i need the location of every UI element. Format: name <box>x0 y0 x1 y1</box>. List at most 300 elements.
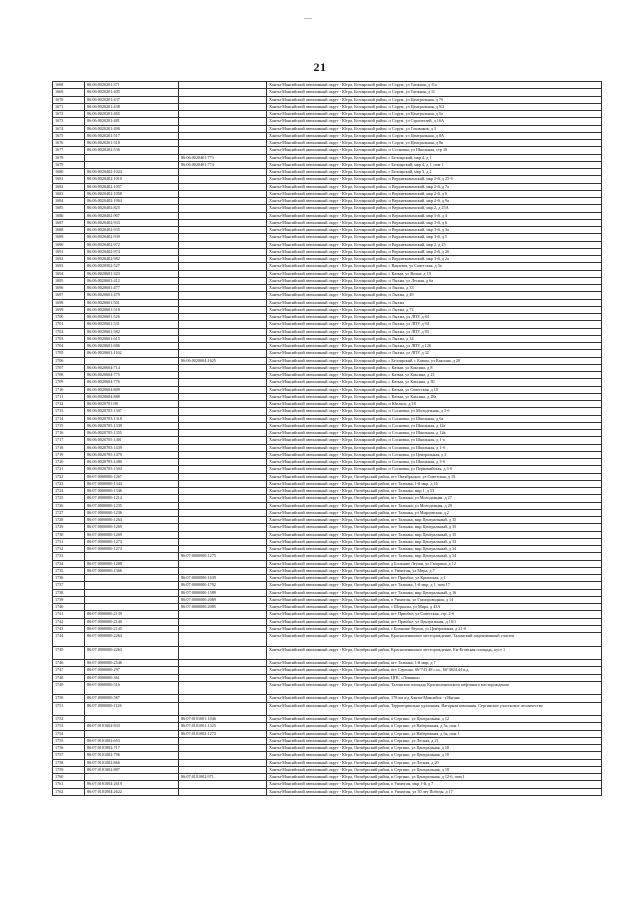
address-cell: Ханты-Мансийский автономный округ - Югра, Октябрьский район, п Сергино, ул Набережная, д 6а, пом 1 <box>267 730 602 737</box>
premises-cadastral-number-cell <box>179 752 267 759</box>
premises-cadastral-number-cell: 86:07:0101001:1325 <box>179 723 267 730</box>
cadastral-number-cell: 86:07:0000000:1235 <box>85 502 179 509</box>
cadastral-number-cell: 86:06:0020201:371 <box>85 82 179 89</box>
cadastral-number-cell: 86:06:0020402:974 <box>85 248 179 255</box>
cadastral-number-cell: 86:07:0000000:1273 <box>85 538 179 545</box>
premises-cadastral-number-cell <box>179 393 267 400</box>
address-cell: Ханты-Мансийский автономный округ - Югра, Белоярский район, п Сорум, ул Газовиков, д 3 <box>267 125 602 132</box>
table-row <box>53 589 602 596</box>
address-cell: Ханты-Мансийский автономный округ - Югра, Белоярский район, п Сосновка, ул Школьная, д 3-б <box>267 459 602 466</box>
cadastral-number-cell: 86:06:0020604:888 <box>85 393 179 400</box>
address-cell: Ханты-Мансийский автономный округ - Югра, Белоярский район, п Лыхма, ул ЛПУ, д 83 <box>267 328 602 335</box>
row-number-cell: 1686 <box>53 212 85 219</box>
table-row <box>53 422 602 429</box>
premises-cadastral-number-cell <box>179 386 267 393</box>
address-cell: Ханты-Мансийский автономный округ - Югра, Октябрьский район, пгт Талинка, мкр Центральный, д 35 <box>267 524 602 531</box>
cadastral-number-cell: 86:07:0000000:1288 <box>85 560 179 567</box>
table-row <box>53 730 602 737</box>
premises-cadastral-number-cell <box>179 437 267 444</box>
address-cell: Ханты-Мансийский автономный округ - Югра, Октябрьский район, Красноленинское месторождение, Талинский лицензионный участок <box>267 633 602 647</box>
premises-cadastral-number-cell <box>179 524 267 531</box>
address-cell: Ханты-Мансийский автономный округ - Югра, Белоярский район, п Сорум, ул Центральная, д 5а <box>267 111 602 118</box>
premises-cadastral-number-cell <box>179 681 267 695</box>
table-row <box>53 314 602 321</box>
premises-cadastral-number-cell <box>179 96 267 103</box>
table-row <box>53 781 602 788</box>
row-number-cell: 1721 <box>53 466 85 473</box>
address-cell: Ханты-Мансийский автономный округ - Югра, Белоярский район, п Верхнеказымский, мкр 3-й, д 2а <box>267 256 602 263</box>
table-row <box>53 357 602 364</box>
row-number-cell: 1683 <box>53 190 85 197</box>
address-cell: Ханты-Мансийский автономный округ - Югра, Белоярский район, п Сосновка, ул Школьная, д 1-а <box>267 437 602 444</box>
address-cell: Ханты-Мансийский автономный округ - Югра, Белоярский район, п Сосновка, ул Школьная, стр 10 <box>267 147 602 154</box>
table-row <box>53 212 602 219</box>
cadastral-number-cell: 86:06:0020705:1339 <box>85 422 179 429</box>
premises-cadastral-number-cell <box>179 176 267 183</box>
premises-cadastral-number-cell <box>179 241 267 248</box>
address-cell: Ханты-Мансийский автономный округ - Югра, Белоярский район, п Верхнеказымский, мкр 2-й, д 7а <box>267 183 602 190</box>
table-row <box>53 480 602 487</box>
premises-cadastral-number-cell <box>179 618 267 625</box>
table-row <box>53 285 602 292</box>
address-cell: Ханты-Мансийский автономный округ - Югра, Белоярский район, г Белоярский, мкр 4, д 1 <box>267 154 602 161</box>
table-row <box>53 774 602 781</box>
cadastral-number-cell: 86:06:0020601:526 <box>85 314 179 321</box>
row-number-cell: 1701 <box>53 321 85 328</box>
row-number-cell: 1705 <box>53 350 85 357</box>
row-number-cell: 1697 <box>53 292 85 299</box>
cadastral-number-cell: 86:06:0020201:518 <box>85 140 179 147</box>
address-cell: Ханты-Мансийский автономный округ - Югра, Октябрьский район, пгт Талинка, 1-й мкр, д 7 <box>267 660 602 667</box>
cadastral-number-cell <box>85 716 179 723</box>
address-cell: Ханты-Мансийский автономный округ - Югра, Октябрьский район, пгт Талинка, ул Молодежная, д 27 <box>267 495 602 502</box>
table-row <box>53 766 602 773</box>
address-cell: Ханты-Мансийский автономный округ - Югра, Белоярский район, п Сосновка, ул Школьная, д 1-б <box>267 444 602 451</box>
cadastral-number-cell: 86:06:0020202:536 <box>85 147 179 154</box>
row-number-cell: 1691 <box>53 248 85 255</box>
address-cell: Ханты-Мансийский автономный округ - Югра, Октябрьский район, пгт Приобье, ул Советская, стр. 2-б <box>267 611 602 618</box>
premises-cadastral-number-cell <box>179 212 267 219</box>
row-number-cell: 1758 <box>53 759 85 766</box>
address-cell: Ханты-Мансийский автономный округ - Югра, Белоярский район, п Сорум, ул Строителей, д 16А <box>267 118 602 125</box>
row-number-cell: 1740 <box>53 604 85 611</box>
cadastral-number-cell: 86:06:0020402:1057 <box>85 183 179 190</box>
premises-cadastral-number-cell <box>179 306 267 313</box>
cadastral-number-cell: 86:06:0020402:1064 <box>85 198 179 205</box>
row-number-cell: 1733 <box>53 553 85 560</box>
address-cell: Ханты-Мансийский автономный округ - Югра, Октябрьский район, п Сергино, ул Лесная, д 21 <box>267 737 602 744</box>
premises-cadastral-number-cell <box>179 430 267 437</box>
premises-cadastral-number-cell <box>179 509 267 516</box>
cadastral-number-cell: 86:06:0020402:1024 <box>85 169 179 176</box>
row-number-cell: 1702 <box>53 328 85 335</box>
cadastral-number-cell: 86:07:0101002:653 <box>85 737 179 744</box>
row-number-cell: 1753 <box>53 723 85 730</box>
row-number-cell: 1746 <box>53 660 85 667</box>
row-number-cell: 1688 <box>53 227 85 234</box>
premises-cadastral-number-cell: 86:06:0020604:1625 <box>179 357 267 364</box>
premises-cadastral-number-cell <box>179 781 267 788</box>
cadastral-number-cell: 86:06:0020601:412 <box>85 277 179 284</box>
address-cell: Ханты-Мансийский автономный округ - Югра, Белоярский район, п Сорум, ул Центральная, д 7б <box>267 96 602 103</box>
premises-cadastral-number-cell <box>179 125 267 132</box>
table-row <box>53 488 602 495</box>
premises-cadastral-number-cell: 86:06:0020401:773 <box>179 154 267 161</box>
premises-cadastral-number-cell <box>179 415 267 422</box>
cadastral-number-cell <box>85 604 179 611</box>
table-row <box>53 234 602 241</box>
premises-cadastral-number-cell <box>179 169 267 176</box>
cadastral-number-cell: 86:06:0020705:1355 <box>85 430 179 437</box>
cadastral-number-cell: 86:07:0000000:2264 <box>85 633 179 647</box>
address-cell: Ханты-Мансийский автономный округ - Югра, Белоярский район, п Верхнеказымский, мкр 3-й, д 3а <box>267 227 602 234</box>
premises-cadastral-number-cell <box>179 219 267 226</box>
table-row <box>53 582 602 589</box>
row-number-cell: 1749 <box>53 681 85 695</box>
registry-table <box>52 81 602 796</box>
cadastral-number-cell: 86:07:0000000:361 <box>85 674 179 681</box>
table-row <box>53 524 602 531</box>
address-cell: Ханты-Мансийский автономный округ - Югра, Октябрьский район, пгт Приобье, ул Центральная, д 16/1 <box>267 618 602 625</box>
row-number-cell: 1713 <box>53 408 85 415</box>
table-row <box>53 263 602 270</box>
address-cell: Ханты-Мансийский автономный округ - Югра, Октябрьский район, п Сергино, ул Центральная, д 12 <box>267 716 602 723</box>
cadastral-number-cell: 86:06:0020601:615 <box>85 335 179 342</box>
premises-cadastral-number-cell <box>179 263 267 270</box>
table-row <box>53 437 602 444</box>
address-cell: Ханты-Мансийский автономный округ - Югра, Белоярский район, п Сосновка, ул Центральная, д 2 <box>267 451 602 458</box>
cadastral-number-cell: 86:07:0000000:516 <box>85 681 179 695</box>
table-row <box>53 125 602 132</box>
cadastral-number-cell: 86:06:0020601:582 <box>85 328 179 335</box>
premises-cadastral-number-cell <box>179 466 267 473</box>
address-cell: Ханты-Мансийский автономный округ - Югра, Октябрьский район, пгт Талинка, мкр 1, д 53 <box>267 488 602 495</box>
table-row <box>53 248 602 255</box>
cadastral-number-cell: 86:07:0101002:833 <box>85 723 179 730</box>
table-row <box>53 466 602 473</box>
table-row <box>53 737 602 744</box>
premises-cadastral-number-cell: 86:07:0101002:1273 <box>179 730 267 737</box>
address-cell: Ханты-Мансийский автономный округ - Югра, Октябрьский район, с Большие Леуши, ул Центральная, д 21-б <box>267 625 602 632</box>
cadastral-number-cell: 86:06:0020201:405 <box>85 89 179 96</box>
table-row <box>53 198 602 205</box>
row-number-cell: 1684 <box>53 198 85 205</box>
premises-cadastral-number-cell <box>179 299 267 306</box>
address-cell: Ханты-Мансийский автономный округ - Югра, Октябрьский район, пгт Талинка, мкр Центральный, д 34 <box>267 553 602 560</box>
table-row <box>53 681 602 695</box>
cadastral-number-cell <box>85 161 179 168</box>
premises-cadastral-number-cell <box>179 372 267 379</box>
cadastral-number-cell: 86:06:0020601:477 <box>85 285 179 292</box>
cadastral-number-cell: 86:06:0020402:1058 <box>85 190 179 197</box>
address-cell: Ханты-Мансийский автономный округ - Югра, Белоярский район, п Лыхма, ул ЛПУ, д 32 <box>267 350 602 357</box>
row-number-cell: 1670 <box>53 96 85 103</box>
premises-cadastral-number-cell: 86:07:0000000:2085 <box>179 604 267 611</box>
premises-cadastral-number-cell <box>179 350 267 357</box>
row-number-cell: 1724 <box>53 488 85 495</box>
table-row <box>53 306 602 313</box>
table-row <box>53 227 602 234</box>
cadastral-number-cell: 86:06:0020601:323 <box>85 270 179 277</box>
row-number-cell: 1742 <box>53 618 85 625</box>
cadastral-number-cell: 86:06:0020402:1010 <box>85 176 179 183</box>
premises-cadastral-number-cell <box>179 277 267 284</box>
premises-cadastral-number-cell <box>179 314 267 321</box>
row-number-cell: 1695 <box>53 277 85 284</box>
cadastral-number-cell: 86:06:0020402:825 <box>85 205 179 212</box>
address-cell: Ханты-Мансийский автономный округ - Югра, Белоярский район, п Верхнеказымский, мкр 2-й, д 26 <box>267 248 602 255</box>
cadastral-number-cell: 86:06:0020201:490 <box>85 125 179 132</box>
table-row <box>53 546 602 553</box>
premises-cadastral-number-cell <box>179 285 267 292</box>
premises-cadastral-number-cell <box>179 132 267 139</box>
address-cell: Ханты-Мансийский автономный округ - Югра, Белоярский район, п Верхнеказымский, мкр 2-й, д 25-б <box>267 176 602 183</box>
row-number-cell: 1687 <box>53 219 85 226</box>
address-cell: Ханты-Мансийский автономный округ - Югра, Октябрьский район, пгт Талинка, ул Молодежная, д 29 <box>267 502 602 509</box>
table-row <box>53 538 602 545</box>
cadastral-number-cell: 86:06:0020604:809 <box>85 386 179 393</box>
row-number-cell: 1761 <box>53 781 85 788</box>
table-row <box>53 219 602 226</box>
address-cell: Ханты-Мансийский автономный округ - Югра, Октябрьский район, Территориально удаленная, Нагорная компания. Сергинское участковое лесничество <box>267 702 602 716</box>
premises-cadastral-number-cell <box>179 140 267 147</box>
cadastral-number-cell: 86:07:0000000:1269 <box>85 524 179 531</box>
table-row <box>53 292 602 299</box>
table-row <box>53 386 602 393</box>
premises-cadastral-number-cell: 86:07:0000000:2069 <box>179 596 267 603</box>
address-cell: Ханты-Мансийский автономный округ - Югра, Белоярский район, п Верхнеказымский, мкр 2-й, д 6 <box>267 190 602 197</box>
row-number-cell: 1738 <box>53 589 85 596</box>
table-row <box>53 328 602 335</box>
address-cell: Ханты-Мансийский автономный округ - Югра, Белоярский район, п Лыхма, д 33 <box>267 285 602 292</box>
row-number-cell: 1723 <box>53 480 85 487</box>
address-cell: Ханты-Мансийский автономный округ - Югра, Октябрьский район, п Унъюган, ул 30 лет Победы, д 17 <box>267 788 602 795</box>
row-number-cell: 1673 <box>53 118 85 125</box>
premises-cadastral-number-cell <box>179 695 267 702</box>
premises-cadastral-number-cell <box>179 190 267 197</box>
table-row <box>53 321 602 328</box>
table-row <box>53 190 602 197</box>
row-number-cell: 1700 <box>53 314 85 321</box>
address-cell: Ханты-Мансийский автономный округ - Югра, Белоярский район, п Сосновка, ул Школьная, д 12а <box>267 422 602 429</box>
row-number-cell: 1734 <box>53 560 85 567</box>
row-number-cell: 1703 <box>53 335 85 342</box>
address-cell: Ханты-Мансийский автономный округ - Югра, Октябрьский район, пгт Талинка, мкр Центральный, д 35 <box>267 517 602 524</box>
premises-cadastral-number-cell <box>179 118 267 125</box>
table-row <box>53 147 602 154</box>
premises-cadastral-number-cell <box>179 183 267 190</box>
cadastral-number-cell: 86:06:0020601:531 <box>85 321 179 328</box>
cadastral-number-cell: 86:06:0020705:1318 <box>85 415 179 422</box>
address-cell: Ханты-Мансийский автономный округ - Югра, Октябрьский район, пгт Приобье, ул Крымская, д 1 <box>267 575 602 582</box>
row-number-cell: 1717 <box>53 437 85 444</box>
premises-cadastral-number-cell <box>179 480 267 487</box>
cadastral-number-cell <box>85 553 179 560</box>
row-number-cell: 1750 <box>53 695 85 702</box>
table-row <box>53 241 602 248</box>
cadastral-number-cell: 86:06:0020601:501 <box>85 299 179 306</box>
cadastral-number-cell <box>85 730 179 737</box>
cadastral-number-cell: 86:07:0000000:2140 <box>85 618 179 625</box>
premises-cadastral-number-cell <box>179 737 267 744</box>
cadastral-number-cell: 86:06:0020502:527 <box>85 263 179 270</box>
premises-cadastral-number-cell <box>179 444 267 451</box>
address-cell: Ханты-Мансийский автономный округ - Югра, Белоярский район, п Юильск, д 18 <box>267 401 602 408</box>
row-number-cell: 1707 <box>53 364 85 371</box>
address-cell: Ханты-Мансийский автономный округ - Югра, Белоярский район, п Сосновка, ул Первомайская, д 3-б <box>267 466 602 473</box>
cadastral-number-cell: 86:06:0020705:1504 <box>85 466 179 473</box>
premises-cadastral-number-cell <box>179 745 267 752</box>
cadastral-number-cell: 86:06:0020604:775 <box>85 372 179 379</box>
row-number-cell: 1722 <box>53 473 85 480</box>
row-number-cell: 1693 <box>53 263 85 270</box>
address-cell: Ханты-Мансийский автономный округ - Югра, Октябрьский район, пгт Талинка, 1-й мкр, д 16 <box>267 480 602 487</box>
row-number-cell: 1674 <box>53 125 85 132</box>
cadastral-number-cell: 86:07:0000000:587 <box>85 695 179 702</box>
premises-cadastral-number-cell: 86:07:0000000:1589 <box>179 589 267 596</box>
row-number-cell: 1728 <box>53 517 85 524</box>
premises-cadastral-number-cell <box>179 227 267 234</box>
row-number-cell: 1726 <box>53 502 85 509</box>
table-row <box>53 379 602 386</box>
table-row <box>53 350 602 357</box>
row-number-cell: 1698 <box>53 299 85 306</box>
cadastral-number-cell: 86:07:0000000:1269 <box>85 531 179 538</box>
row-number-cell: 1743 <box>53 625 85 632</box>
premises-cadastral-number-cell: 86:07:0000000:1639 <box>179 575 267 582</box>
address-cell: Ханты-Мансийский автономный округ - Югра, Октябрьский район, ЦПС «Ловинка» <box>267 674 602 681</box>
cadastral-number-cell: 86:07:0000000:1274 <box>85 546 179 553</box>
cadastral-number-cell <box>85 596 179 603</box>
address-cell: Ханты-Мансийский автономный округ - Югра, Белоярский район, п Сорум, ул Таежная, д 11а <box>267 82 602 89</box>
cadastral-number-cell: 86:07:0101004:2619 <box>85 781 179 788</box>
address-cell: Ханты-Мансийский автономный округ - Югра, Октябрьский район, п Сергино, ул Центральная, д 12-б, пом 1 <box>267 774 602 781</box>
premises-cadastral-number-cell <box>179 205 267 212</box>
premises-cadastral-number-cell <box>179 625 267 632</box>
table-row <box>53 495 602 502</box>
row-number-cell: 1682 <box>53 183 85 190</box>
premises-cadastral-number-cell <box>179 343 267 350</box>
cadastral-number-cell: 86:07:0101004:2622 <box>85 788 179 795</box>
row-number-cell: 1680 <box>53 169 85 176</box>
row-number-cell: 1671 <box>53 103 85 110</box>
table-row <box>53 695 602 702</box>
row-number-cell: 1755 <box>53 737 85 744</box>
cadastral-number-cell: 86:06:0020402:982 <box>85 256 179 263</box>
cadastral-number-cell: 86:07:0000000:2263 <box>85 646 179 660</box>
address-cell: Ханты-Мансийский автономный округ - Югра, Октябрьский район, пгт Талинка, мкр Центральный, д 16 <box>267 589 602 596</box>
premises-cadastral-number-cell <box>179 560 267 567</box>
table-row <box>53 408 602 415</box>
row-number-cell: 1669 <box>53 89 85 96</box>
row-number-cell: 1752 <box>53 716 85 723</box>
row-number-cell: 1696 <box>53 285 85 292</box>
address-cell: Ханты-Мансийский автономный округ - Югра, Белоярский район, п Сосновка, ул Школьная, д 6а <box>267 415 602 422</box>
premises-cadastral-number-cell <box>179 364 267 371</box>
page-number: 21 <box>313 60 327 74</box>
premises-cadastral-number-cell <box>179 759 267 766</box>
table-row <box>53 444 602 451</box>
row-number-cell: 1719 <box>53 451 85 458</box>
premises-cadastral-number-cell <box>179 788 267 795</box>
premises-cadastral-number-cell <box>179 270 267 277</box>
premises-cadastral-number-cell: 86:07:0101001:1046 <box>179 716 267 723</box>
table-row <box>53 575 602 582</box>
cadastral-number-cell: 86:07:0101002:717 <box>85 745 179 752</box>
premises-cadastral-number-cell <box>179 321 267 328</box>
row-number-cell: 1678 <box>53 154 85 161</box>
row-number-cell: 1692 <box>53 256 85 263</box>
premises-cadastral-number-cell <box>179 502 267 509</box>
table-row <box>53 567 602 574</box>
table-row <box>53 611 602 618</box>
row-number-cell: 1699 <box>53 306 85 313</box>
address-cell: Ханты-Мансийский автономный округ - Югра, Белоярский район, г Белоярский, с Казым, ул Каксина, д 20 <box>267 357 602 364</box>
address-cell: Ханты-Мансийский автономный округ - Югра, Белоярский район, г Белоярский, мкр 3, д 2 <box>267 169 602 176</box>
address-cell: Ханты-Мансийский автономный округ - Югра, Белоярский район, с Казым, ул Каксина, д 28а <box>267 393 602 400</box>
address-cell: Ханты-Мансийский автономный округ - Югра, Белоярский район, с Казым, ул Советская, д 10 <box>267 386 602 393</box>
cadastral-number-cell: 86:06:0020402:933 <box>85 219 179 226</box>
table-row <box>53 393 602 400</box>
table-row <box>53 132 602 139</box>
row-number-cell: 1715 <box>53 422 85 429</box>
row-number-cell: 1685 <box>53 205 85 212</box>
premises-cadastral-number-cell <box>179 422 267 429</box>
address-cell: Ханты-Мансийский автономный округ - Югра, Октябрьский район, Талинская площадь Красноленинского нефтяного месторождения <box>267 681 602 695</box>
table-row <box>53 459 602 466</box>
row-number-cell: 1681 <box>53 176 85 183</box>
row-number-cell: 1751 <box>53 702 85 716</box>
row-number-cell: 1756 <box>53 745 85 752</box>
address-cell: Ханты-Мансийский автономный округ - Югра, Октябрьский район, с Шеркалы, ул Мира, д 43А <box>267 604 602 611</box>
premises-cadastral-number-cell <box>179 234 267 241</box>
row-number-cell: 1739 <box>53 596 85 603</box>
row-number-cell: 1737 <box>53 582 85 589</box>
table-row <box>53 509 602 516</box>
row-number-cell: 1757 <box>53 752 85 759</box>
table-row <box>53 103 602 110</box>
table-row <box>53 759 602 766</box>
premises-cadastral-number-cell <box>179 538 267 545</box>
table-row <box>53 205 602 212</box>
row-number-cell: 1672 <box>53 111 85 118</box>
cadastral-number-cell: 86:06:0020402:972 <box>85 241 179 248</box>
table-row <box>53 161 602 168</box>
row-number-cell: 1677 <box>53 147 85 154</box>
premises-cadastral-number-cell <box>179 292 267 299</box>
address-cell: Ханты-Мансийский автономный округ - Югра, Белоярский район, п Верхнеказымский, мкр 2, д 25А <box>267 205 602 212</box>
address-cell: Ханты-Мансийский автономный округ - Югра, Октябрьский район, п Унъюган, мкр 1-й, д 7 <box>267 781 602 788</box>
premises-cadastral-number-cell <box>179 198 267 205</box>
table-row <box>53 618 602 625</box>
address-cell: Ханты-Мансийский автономный округ - Югра, Октябрьский район, п Сергино, ул Центральная, д 18 <box>267 766 602 773</box>
cadastral-number-cell: 86:06:0020601:1162 <box>85 350 179 357</box>
cadastral-number-cell: 86:06:0020604:776 <box>85 379 179 386</box>
table-row <box>53 646 602 660</box>
row-number-cell: 1732 <box>53 546 85 553</box>
row-number-cell: 1762 <box>53 788 85 795</box>
address-cell: Ханты-Мансийский автономный округ - Югра, Белоярский район, п Сорум, ул Центральная, д 8в <box>267 140 602 147</box>
row-number-cell: 1708 <box>53 372 85 379</box>
row-number-cell: 1754 <box>53 730 85 737</box>
cadastral-number-cell: 86:06:0020201:438 <box>85 103 179 110</box>
premises-cadastral-number-cell <box>179 702 267 716</box>
table-row <box>53 111 602 118</box>
premises-cadastral-number-cell <box>179 660 267 667</box>
row-number-cell: 1704 <box>53 343 85 350</box>
premises-cadastral-number-cell <box>179 111 267 118</box>
table-row <box>53 674 602 681</box>
